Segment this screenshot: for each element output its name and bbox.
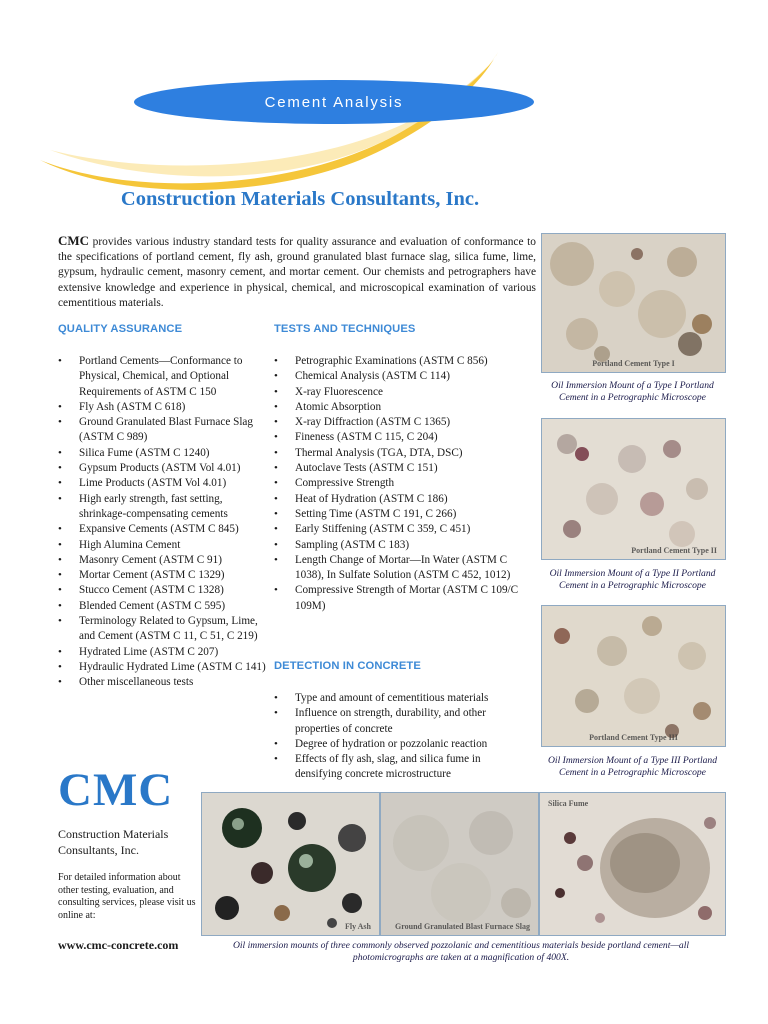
quality-assurance-item: • Terminology Related to Gypsum, Lime, and Cement (ASTM C 11, C 51, C 219): [58, 614, 270, 645]
detection-item: • Degree of hydration or pozzolanic reaction: [274, 737, 530, 752]
quality-assurance-item: • Blended Cement (ASTM C 595): [58, 599, 270, 614]
micrograph-fly-ash: [202, 793, 379, 935]
photo-label-type-3: Portland Cement Type III: [589, 733, 678, 742]
detection-item: • Influence on strength, durability, and other properties of concrete: [274, 706, 530, 737]
intro-paragraph: [58, 233, 536, 311]
quality-assurance-item: • Mortar Cement (ASTM C 1329): [58, 568, 270, 583]
test-item: • Compressive Strength: [274, 476, 530, 491]
micrograph-slag: [381, 793, 538, 935]
test-item: • Length Change of Mortar—In Water (ASTM C 1038), In Sulfate Solution (ASTM C 452, 1012): [274, 553, 530, 584]
cmc-info-note: For detailed information about other testing, evaluation, and consulting services, please visit us online at:: [58, 872, 196, 921]
quality-assurance-item: • High early strength, fast setting, shrinkage-compensating cements: [58, 492, 270, 523]
photo-portland-type-2: [541, 418, 726, 560]
caption-type-3: Oil Immersion Mount of a Type III Portland Cement in a Petrographic Microscope: [547, 755, 718, 778]
tests-list: [274, 354, 530, 614]
test-item: • Chemical Analysis (ASTM C 114): [274, 369, 530, 384]
detection-item: • Type and amount of cementitious materials: [274, 691, 530, 706]
test-item: • Autoclave Tests (ASTM C 151): [274, 461, 530, 476]
quality-assurance-heading: QUALITY ASSURANCE: [58, 323, 183, 335]
photo-label-slag: Ground Granulated Blast Furnace Slag: [395, 922, 530, 931]
test-item: • Compressive Strength of Mortar (ASTM C 109/C 109M): [274, 583, 530, 614]
detection-item: • Effects of fly ash, slag, and silica fume in densifying concrete microstructure: [274, 752, 530, 783]
test-item: • Fineness (ASTM C 115, C 204): [274, 430, 530, 445]
quality-assurance-item: • Other miscellaneous tests: [58, 675, 270, 690]
caption-type-1: Oil Immersion Mount of a Type I Portland Cement in a Petrographic Microscope: [551, 380, 714, 403]
quality-assurance-item: • High Alumina Cement: [58, 538, 270, 553]
photo-portland-type-1: [541, 233, 726, 373]
test-item: • Heat of Hydration (ASTM C 186): [274, 492, 530, 507]
cmc-logo: CMC: [58, 764, 174, 816]
quality-assurance-item: • Hydrated Lime (ASTM C 207): [58, 645, 270, 660]
company-name: Construction Materials Consultants, Inc.: [120, 188, 480, 210]
photo-portland-type-3: [541, 605, 726, 747]
detection-heading: DETECTION IN CONCRETE: [274, 660, 421, 672]
quality-assurance-item: • Expansive Cements (ASTM C 845): [58, 522, 270, 537]
test-item: • Thermal Analysis (TGA, DTA, DSC): [274, 446, 530, 461]
intro-text: provides various industry standard tests for quality assurance and evaluation of conformance to the specifications of portland cement, fly ash, ground granulated blast furnace slag, silica fume, lime, gypsum, hydraulic cement, masonry cement, and mortar cement. Our chemists and petrographers have extensive knowledge and experience in physical, chemical, and microscopical examination of various cementitious materials.: [58, 236, 536, 309]
quality-assurance-item: • Fly Ash (ASTM C 618): [58, 400, 270, 415]
photo-slag: [380, 792, 539, 936]
quality-assurance-item: • Gypsum Products (ASTM Vol 4.01): [58, 461, 270, 476]
quality-assurance-item: • Portland Cements—Conformance to Physical, Chemical, and Optional Requirements of ASTM C 150: [58, 354, 270, 400]
test-item: • Atomic Absorption: [274, 400, 530, 415]
micrograph-type-1: [542, 234, 725, 372]
test-item: • Sampling (ASTM C 183): [274, 538, 530, 553]
tests-heading: TESTS AND TECHNIQUES: [274, 323, 416, 335]
quality-assurance-item: • Stucco Cement (ASTM C 1328): [58, 583, 270, 598]
caption-type-2: Oil Immersion Mount of a Type II Portland Cement in a Petrographic Microscope: [549, 568, 716, 591]
micrograph-type-2: [542, 419, 725, 559]
bottom-caption: Oil immersion mounts of three commonly observed pozzolanic and cementitious materials beside portland cement—all photomicrographs are taken at a magnification of 400X.: [232, 940, 690, 963]
website-link[interactable]: www.cmc-concrete.com: [58, 938, 179, 952]
micrograph-type-3: [542, 606, 725, 746]
photo-label-fly-ash: Fly Ash: [344, 922, 371, 931]
quality-assurance-item: • Masonry Cement (ASTM C 91): [58, 553, 270, 568]
banner-title: Cement Analysis: [264, 93, 404, 111]
test-item: • Petrographic Examinations (ASTM C 856): [274, 354, 530, 369]
quality-assurance-list: [58, 354, 270, 691]
test-item: • Setting Time (ASTM C 191, C 266): [274, 507, 530, 522]
test-item: • X-ray Diffraction (ASTM C 1365): [274, 415, 530, 430]
quality-assurance-item: • Ground Granulated Blast Furnace Slag (ASTM C 989): [58, 415, 270, 446]
test-item: • Early Stiffening (ASTM C 359, C 451): [274, 522, 530, 537]
photo-label-silica-fume: Silica Fume: [548, 799, 589, 808]
photo-silica-fume: [539, 792, 726, 936]
cmc-company-name: Construction Materials Consultants, Inc.: [58, 827, 169, 857]
quality-assurance-item: • Hydraulic Hydrated Lime (ASTM C 141): [58, 660, 270, 675]
micrograph-silica-fume: [540, 793, 725, 935]
quality-assurance-item: • Silica Fume (ASTM C 1240): [58, 446, 270, 461]
photo-label-type-2: Portland Cement Type II: [631, 546, 717, 555]
photo-label-type-1: Portland Cement Type I: [592, 359, 675, 368]
intro-lead: CMC: [58, 233, 90, 248]
detection-list: [274, 691, 530, 783]
photo-fly-ash: [201, 792, 380, 936]
quality-assurance-item: • Lime Products (ASTM Vol 4.01): [58, 476, 270, 491]
test-item: • X-ray Fluorescence: [274, 385, 530, 400]
